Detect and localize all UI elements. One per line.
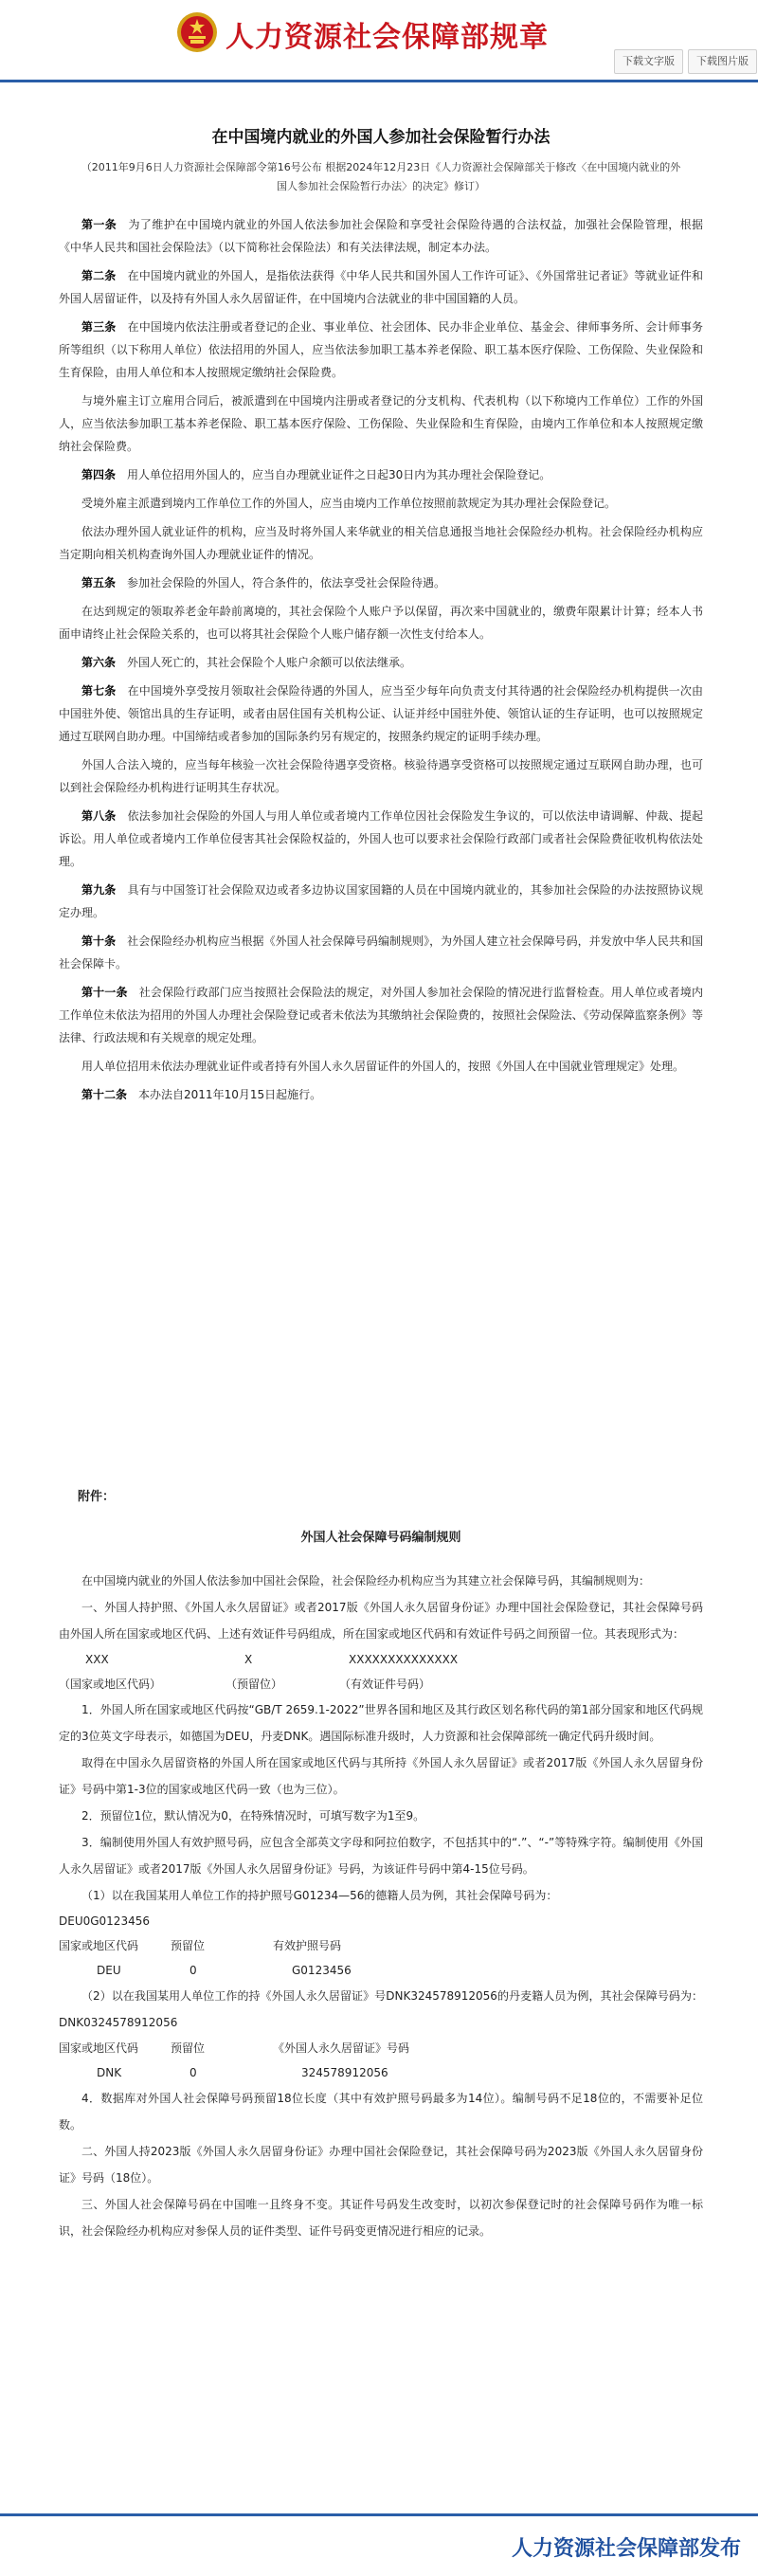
format-label-doc: （有效证件号码） — [339, 1678, 431, 1691]
example-2-values — [59, 2060, 703, 2085]
site-title: 人力资源社会保障部规章 — [226, 21, 549, 54]
article-paragraph — [59, 463, 703, 486]
article-paragraph — [59, 264, 703, 310]
format-label-country: （国家或地区代码） — [59, 1678, 162, 1691]
attachment — [59, 1486, 703, 2244]
articles-list — [59, 213, 703, 1106]
attachment-intro: 在中国境内就业的外国人依法参加中国社会保险，社会保险经办机构应当为其建立社会保障号码，其编制规则为： — [81, 1574, 651, 1587]
article-text: 用人单位招用未依法办理就业证件或者持有外国人永久居留证件的外国人的，按照《外国人在中国就业管理规定》处理。 — [81, 1060, 685, 1073]
article-text: 具有与中国签订社会保险双边或者多边协议国家国籍的人员在中国境内就业的，其参加社会保险的办法按照协议规定办理。 — [59, 883, 703, 919]
attachment-para-7: （2）以在我国某用人单位工作的持《外国人永久居留证》号DNK324578912056的丹麦籍人员为例，其社会保障号码为：DNK0324578912056 — [59, 1989, 703, 2029]
example-1-header-reserved: 预留位 — [171, 1939, 206, 1952]
example-2-value-reserved: 0 — [190, 2066, 197, 2079]
article-number: 第一条 — [81, 218, 117, 231]
article-text: 依法参加社会保险的外国人与用人单位或者境内工作单位因社会保险发生争议的，可以依法申请调解、仲裁、提起诉讼。用人单位或者境内工作单位侵害其社会保险权益的，外国人也可以要求社会保险行政部门或者社会保险费征收机构依法处理。 — [59, 809, 703, 868]
attachment-para-1: 一、外国人持护照、《外国人永久居留证》或者2017版《外国人永久居留身份证》办理中国社会保险登记，其社会保障号码由外国人所在国家或地区代码、上述有效证件号码组成，所在国家或地区代码和有效证件号码之间预留一位。其表现形式为： — [59, 1601, 703, 1641]
example-2-headers — [59, 2036, 703, 2060]
article-number: 第九条 — [81, 883, 117, 897]
example-1-header-passport: 有效护照号码 — [273, 1939, 342, 1952]
footer-divider — [0, 2513, 758, 2516]
article-number: 第十二条 — [81, 1088, 128, 1101]
article-text: 与境外雇主订立雇用合同后，被派遣到在中国境内注册或者登记的分支机构、代表机构（以下称境内工作单位）工作的外国人，应当依法参加职工基本养老保险、职工基本医疗保险、工伤保险、失业保险和生育保险，由境内工作单位和本人按照规定缴纳社会保险费。 — [59, 394, 703, 453]
article-paragraph — [59, 213, 703, 259]
article-paragraph — [59, 651, 703, 674]
attachment-para-6: （1）以在我国某用人单位工作的持护照号G01234—56的德籍人员为例，其社会保障号码为： — [81, 1889, 558, 1902]
article-paragraph — [59, 571, 703, 594]
article-text: 在中国境内就业的外国人，是指依法获得《中华人民共和国外国人工作许可证》、《外国常驻记者证》等就业证件和外国人居留证件，以及持有外国人永久居留证件，在中国境内合法就业的非中国国籍的人员。 — [59, 269, 703, 305]
attachment-para-5: 3．编制使用外国人有效护照号码，应包含全部英文字母和阿拉伯数字，不包括其中的“.”、“-”等特殊字符。编制使用《外国人永久居留证》或者2017版《外国人永久居留身份证》号码，为该证件号码中第4-15位号码。 — [59, 1836, 703, 1876]
article-text: 依法办理外国人就业证件的机构，应当及时将外国人来华就业的相关信息通报当地社会保险经办机构。社会保险经办机构应当定期向相关机构查询外国人办理就业证件的情况。 — [59, 525, 703, 561]
attachment-para-8: 4．数据库对外国人社会保障号码预留18位长度（其中有效护照号码最多为14位）。编制号码不足18位的，不需要补足位数。 — [59, 2092, 703, 2132]
attachment-title: 外国人社会保障号码编制规则 — [300, 1531, 461, 1545]
attachment-para-10: 三、外国人社会保障号码在中国唯一且终身不变。其证件号码发生改变时，以初次参保登记时的社会保障号码作为唯一标识，社会保险经办机构应对参保人员的证件类型、证件号码变更情况进行相应的记录。 — [59, 2198, 703, 2238]
example-1-header-country: 国家或地区代码 — [59, 1939, 139, 1952]
article-paragraph — [59, 1055, 703, 1078]
article-number: 第三条 — [81, 320, 117, 334]
article-number: 第七条 — [81, 684, 117, 698]
format-code-reserved: X — [244, 1653, 253, 1666]
header — [0, 0, 758, 68]
article-text: 外国人死亡的，其社会保险个人账户余额可以依法继承。 — [127, 656, 412, 669]
article-paragraph — [59, 492, 703, 515]
attachment-para-9: 二、外国人持2023版《外国人永久居留身份证》办理中国社会保险登记，其社会保障号码为2023版《外国人永久居留身份证》号码（18位）。 — [59, 2145, 703, 2185]
example-1-value-country: DEU — [97, 1964, 121, 1977]
format-row-codes — [59, 1647, 703, 1672]
article-text: 为了维护在中国境内就业的外国人依法参加社会保险和享受社会保险待遇的合法权益，加强社会保险管理，根据《中华人民共和国社会保险法》（以下简称社会保险法）和有关法律法规，制定本办法。 — [59, 218, 703, 254]
article-number: 第十一条 — [81, 986, 128, 999]
article-paragraph — [59, 520, 703, 566]
article-paragraph — [59, 600, 703, 645]
article-paragraph — [59, 805, 703, 873]
article-number: 第五条 — [81, 576, 117, 590]
article-text: 在中国境外享受按月领取社会保险待遇的外国人，应当至少每年向负责支付其待遇的社会保险经办机构提供一次由中国驻外使、领馆出具的生存证明，或者由居住国有关机构公证、认证并经中国驻外使、领馆认证的生存证明，也可以按照规定通过互联网自助办理。中国缔结或者参加的国际条约另有规定的，按照条约规定的证明手续办理。 — [59, 684, 703, 743]
attachment-para-4: 2．预留位1位，默认情况为0，在特殊情况时，可填写数字为1至9。 — [81, 1809, 425, 1823]
article-number: 第四条 — [81, 468, 117, 481]
example-1-values — [59, 1958, 703, 1983]
attachment-para-3: 取得在中国永久居留资格的外国人所在国家或地区代码与其所持《外国人永久居留证》或者2017版《外国人永久居留身份证》号码中第1-3位的国家或地区代码一致（也为三位）。 — [59, 1756, 703, 1796]
article-text: 外国人合法入境的，应当每年核验一次社会保险待遇享受资格。核验待遇享受资格可以按照规定通过互联网自助办理，也可以到社会保险经办机构进行证明其生存状况。 — [59, 758, 703, 794]
article-number: 第六条 — [81, 656, 117, 669]
article-paragraph — [59, 680, 703, 748]
document-title: 在中国境内就业的外国人参加社会保险暂行办法 — [211, 128, 550, 147]
example-2-value-permit: 324578912056 — [301, 2066, 388, 2079]
article-text: 受境外雇主派遣到境内工作单位工作的外国人，应当由境内工作单位按照前款规定为其办理社会保险登记。 — [81, 497, 617, 510]
format-row-labels — [59, 1672, 703, 1696]
format-label-reserved: （预留位） — [226, 1678, 283, 1691]
attachment-label: 附件： — [78, 1490, 116, 1504]
header-divider — [0, 80, 758, 82]
article-paragraph — [59, 753, 703, 799]
article-number: 第八条 — [81, 809, 117, 823]
article-text: 本办法自2011年10月15日起施行。 — [138, 1088, 322, 1101]
article-text: 在中国境内依法注册或者登记的企业、事业单位、社会团体、民办非企业单位、基金会、律师事务所、会计师事务所等组织（以下称用人单位）依法招用的外国人，应当依法参加职工基本养老保险、职工基本医疗保险、工伤保险、失业保险和生育保险，由用人单位和本人按照规定缴纳社会保险费。 — [59, 320, 703, 379]
download-image-version-button[interactable]: 下载图片版 — [688, 49, 757, 74]
download-text-version-button[interactable]: 下载文字版 — [614, 49, 683, 74]
article-paragraph — [59, 316, 703, 384]
article-text: 用人单位招用外国人的，应当自办理就业证件之日起30日内为其办理社会保险登记。 — [127, 468, 551, 481]
article-text: 社会保险经办机构应当根据《外国人社会保障号码编制规则》，为外国人建立社会保障号码，并发放中华人民共和国社会保障卡。 — [59, 934, 703, 971]
article-paragraph — [59, 1083, 703, 1106]
article-paragraph — [59, 930, 703, 975]
article-paragraph — [59, 981, 703, 1049]
example-1-value-reserved: 0 — [190, 1964, 197, 1977]
article-text: 在达到规定的领取养老金年龄前离境的，其社会保险个人账户予以保留，再次来中国就业的，缴费年限累计计算；经本人书面申请终止社会保险关系的，也可以将其社会保险个人账户储存额一次性支付给本人。 — [59, 605, 703, 641]
national-emblem-icon — [176, 11, 218, 53]
document-meta: （2011年9月6日人力资源社会保障部令第16号公布 根据2024年12月23日《人力资源社会保障部关于修改〈在中国境内就业的外国人参加社会保险暂行办法〉的决定》修订） — [81, 161, 681, 192]
footer-brand: 人力资源社会保障部发布 — [511, 2536, 741, 2561]
example-2-header-reserved: 预留位 — [171, 2041, 206, 2055]
article-text: 参加社会保险的外国人，符合条件的，依法享受社会保险待遇。 — [127, 576, 446, 590]
example-1-value-passport: G0123456 — [292, 1964, 352, 1977]
example-2-header-permit: 《外国人永久居留证》号码 — [273, 2041, 410, 2055]
article-number: 第二条 — [81, 269, 117, 282]
example-2-header-country: 国家或地区代码 — [59, 2041, 139, 2055]
example-2-value-country: DNK — [97, 2066, 122, 2079]
format-code-doc: XXXXXXXXXXXXXX — [349, 1653, 459, 1666]
format-code-country: XXX — [85, 1653, 109, 1666]
example-1-headers — [59, 1933, 703, 1958]
example-1-code: DEU0G0123456 — [59, 1914, 150, 1928]
document-body — [59, 123, 703, 1112]
article-number: 第十条 — [81, 934, 117, 948]
attachment-para-2: 1．外国人所在国家或地区代码按“GB/T 2659.1-2022”世界各国和地区及其行政区划名称代码的第1部分国家和地区代码规定的3位英文字母表示，如德国为DEU，丹麦DNK。遇国际标准升级时，人力资源和社会保障部统一确定代码升级时间。 — [59, 1703, 703, 1743]
article-text: 社会保险行政部门应当按照社会保险法的规定，对外国人参加社会保险的情况进行监督检查。用人单位或者境内工作单位未依法为招用的外国人办理社会保险登记或者未依法为其缴纳社会保险费的，按照社会保险法、《劳动保障监察条例》等法律、行政法规和有关规章的规定处理。 — [59, 986, 703, 1044]
article-paragraph — [59, 879, 703, 924]
article-paragraph — [59, 390, 703, 458]
